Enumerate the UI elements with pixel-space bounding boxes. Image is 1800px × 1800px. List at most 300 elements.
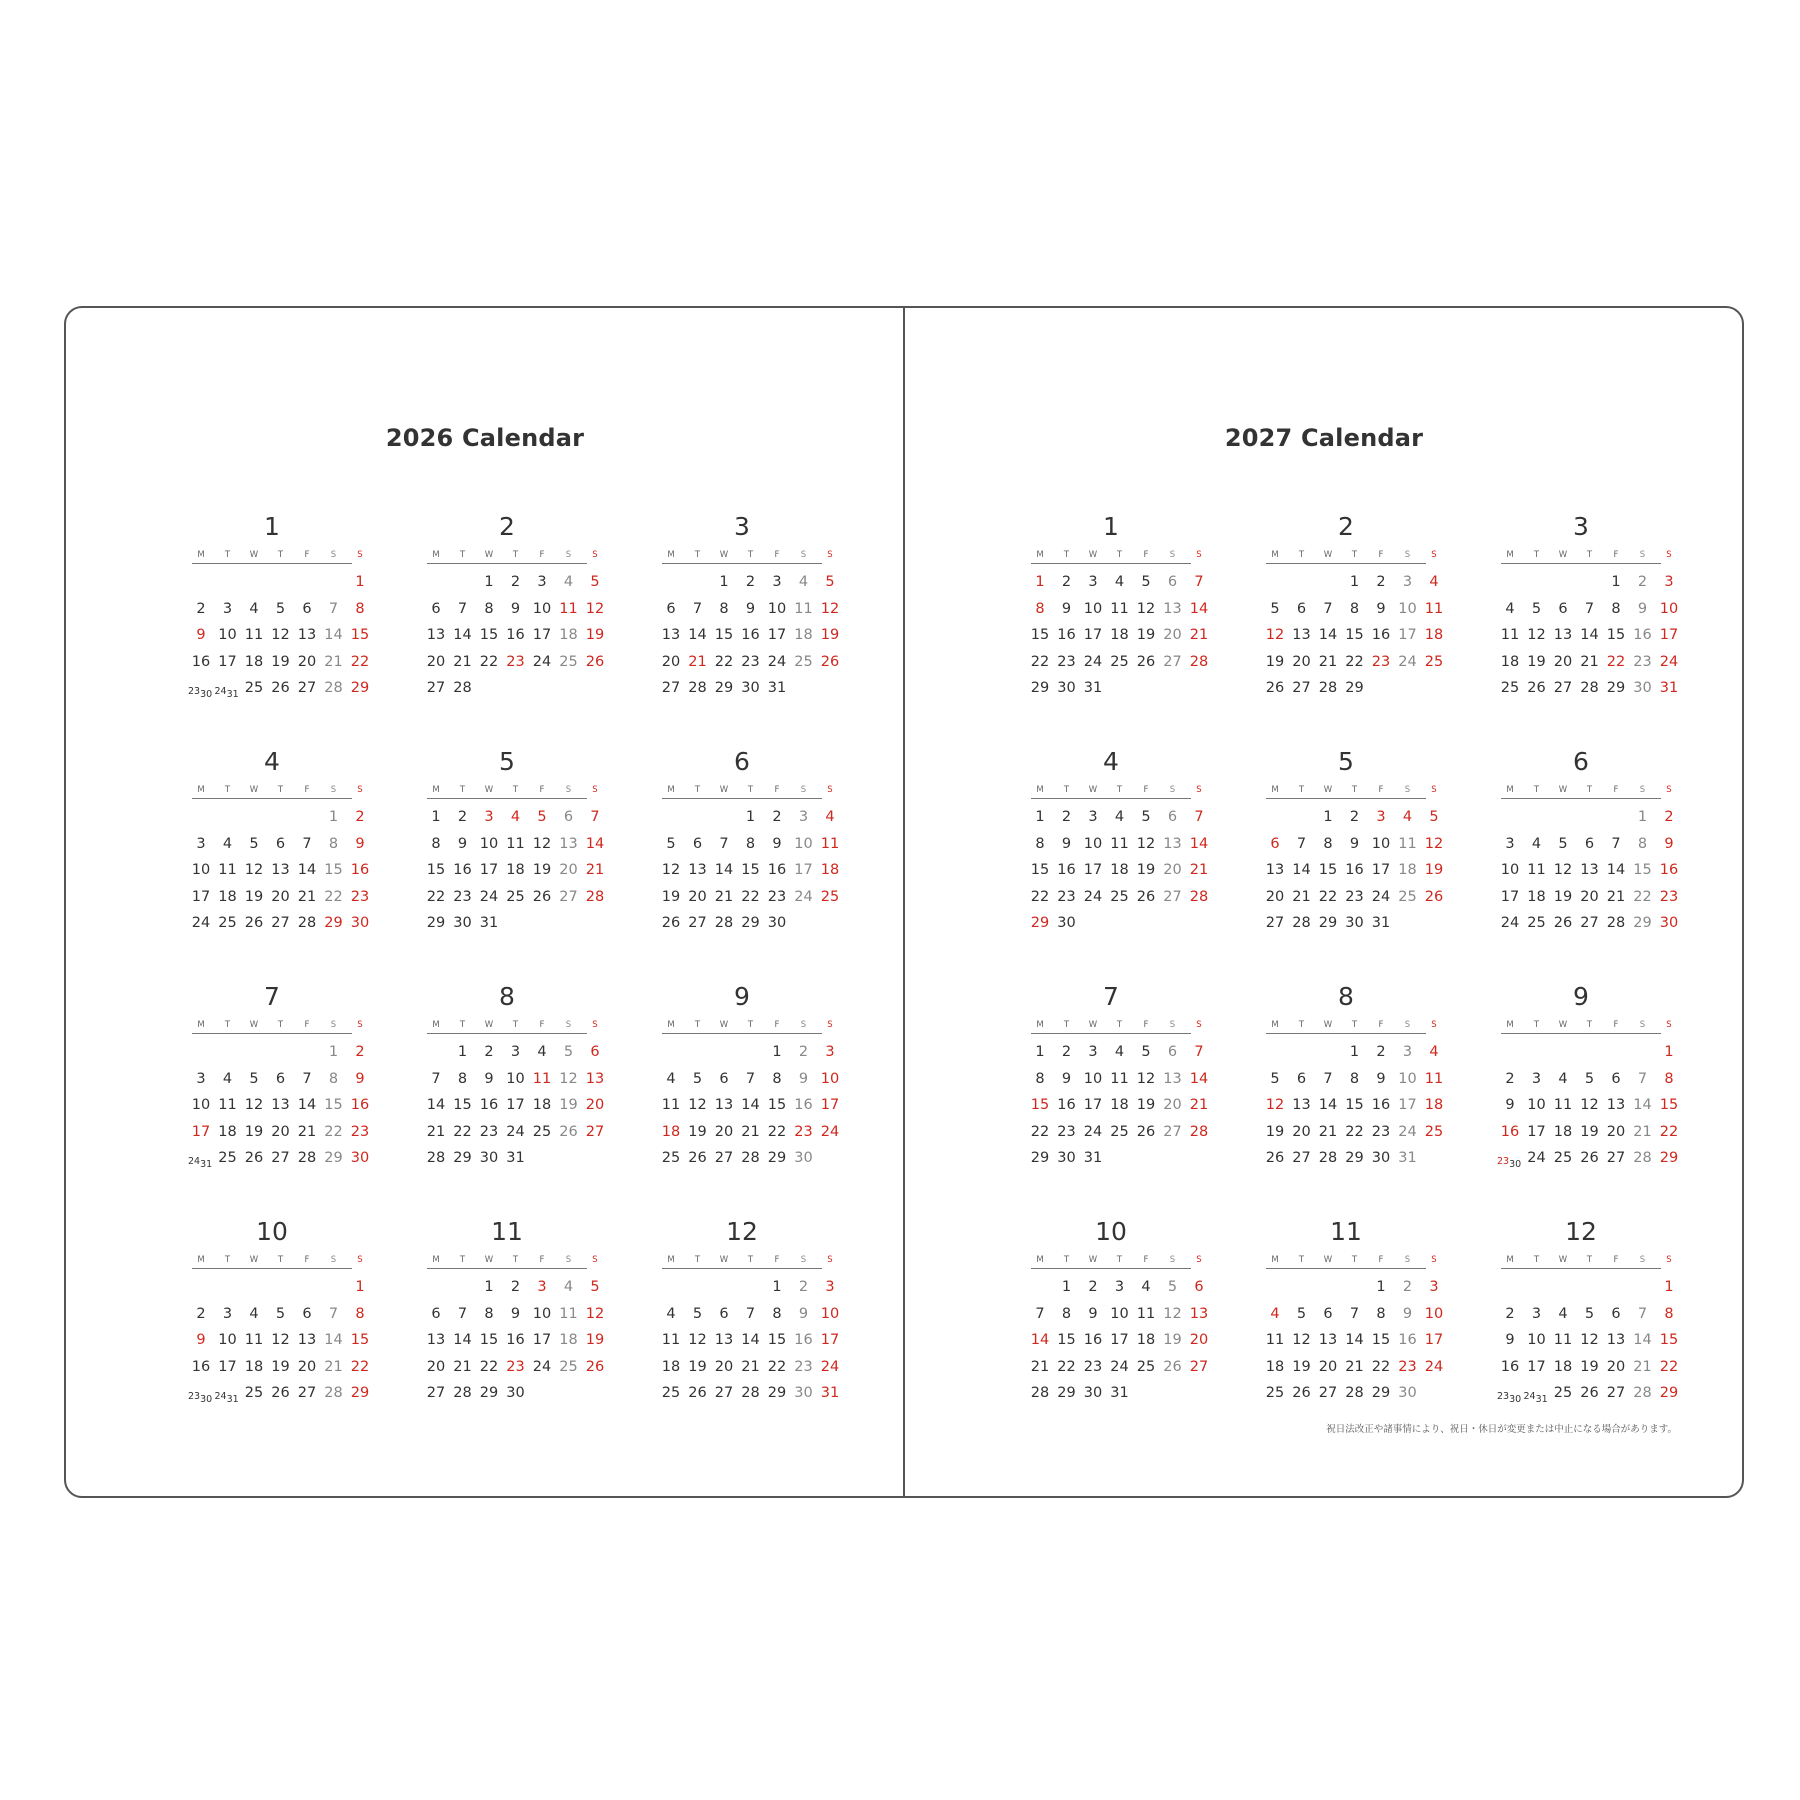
date-cell: 8 xyxy=(1035,1070,1045,1087)
date-cell: 8 xyxy=(328,1070,339,1087)
weekday-label: T xyxy=(694,1255,701,1265)
date-cell: 21 xyxy=(1633,1358,1652,1375)
weekday-label: S xyxy=(1169,1255,1176,1265)
date-cell: 10 xyxy=(1398,1070,1417,1087)
weekday-label: T xyxy=(459,1020,466,1030)
weekday-label: T xyxy=(277,1255,284,1265)
date-cell: 11 xyxy=(1500,627,1520,643)
weekday-header xyxy=(192,1020,363,1031)
date-cell: 26 xyxy=(1136,653,1156,670)
month-number: 2 xyxy=(1338,512,1354,541)
date-cell: 5 xyxy=(1429,809,1439,825)
date-cell: 24 xyxy=(820,1358,840,1375)
date-cell: 15 xyxy=(1030,627,1050,643)
date-cell: 21 xyxy=(1318,1123,1338,1140)
date-cell: 2 xyxy=(510,574,521,590)
header-rule xyxy=(192,798,352,799)
date-cell: 1 xyxy=(457,1044,468,1060)
date-cell: 15 xyxy=(426,862,446,878)
date-cell: 9 xyxy=(1505,1332,1515,1348)
date-cell: 20 xyxy=(1265,888,1285,905)
date-cell: 2 xyxy=(798,1279,809,1295)
date-cell: 27 xyxy=(426,680,446,696)
date-cell: 17 xyxy=(532,627,552,643)
date-cell: 31 xyxy=(1083,1150,1103,1166)
date-cell: 9 xyxy=(798,1070,809,1087)
date-cell: 6 xyxy=(302,1305,312,1322)
date-part: 23 xyxy=(1497,1391,1510,1402)
date-cell: 27 xyxy=(1606,1385,1626,1401)
date-cell: 19 xyxy=(688,1358,707,1375)
weekday-label: T xyxy=(1351,1020,1358,1030)
date-cell: 6 xyxy=(563,809,574,825)
date-cell: 14 xyxy=(1189,1070,1209,1087)
date-cell: 12 xyxy=(1265,1097,1285,1113)
month-number: 7 xyxy=(1103,982,1119,1011)
date-cell: 28 xyxy=(1580,680,1599,696)
date-cell: 18 xyxy=(1424,1097,1444,1113)
date-cell: 22 xyxy=(767,1123,787,1140)
date-cell: 25 xyxy=(244,1385,264,1401)
date-cell: 1 xyxy=(772,1044,782,1060)
weekday-label: W xyxy=(1558,1255,1568,1265)
date-cell: 2 xyxy=(457,809,468,825)
date-cell-combined xyxy=(188,679,214,700)
month-number: 8 xyxy=(499,982,515,1011)
date-cell: 28 xyxy=(426,1150,446,1166)
date-cell: 13 xyxy=(1606,1097,1626,1113)
month-number: 4 xyxy=(1103,747,1119,776)
date-cell: 14 xyxy=(1292,862,1311,878)
date-cell: 15 xyxy=(324,862,343,878)
date-cell: 27 xyxy=(585,1123,605,1140)
date-cell: 24 xyxy=(1083,1123,1103,1140)
date-cell: 7 xyxy=(745,1070,756,1087)
header-rule xyxy=(1501,798,1661,799)
weekday-label: W xyxy=(719,785,729,795)
weekday-label: S xyxy=(357,785,363,795)
date-cell: 20 xyxy=(559,862,578,878)
date-cell: 14 xyxy=(741,1332,760,1348)
date-cell: 9 xyxy=(1061,835,1072,852)
date-cell: 16 xyxy=(794,1332,813,1348)
date-cell: 22 xyxy=(767,1358,787,1375)
date-cell: 16 xyxy=(1371,627,1391,643)
date-cell: 4 xyxy=(1114,574,1125,590)
date-cell: 4 xyxy=(1114,809,1125,825)
date-cell: 13 xyxy=(297,627,317,643)
weekday-header xyxy=(1266,1020,1437,1031)
date-cell: 15 xyxy=(324,1097,343,1113)
month-number: 12 xyxy=(1565,1217,1597,1246)
date-cell: 10 xyxy=(1371,835,1391,852)
date-part: 24 xyxy=(214,686,227,697)
date-cell: 4 xyxy=(1141,1279,1151,1295)
date-cell: 31 xyxy=(506,1150,525,1166)
date-cell: 24 xyxy=(1398,1123,1417,1140)
weekday-label: S xyxy=(800,1020,807,1030)
weekday-label: S xyxy=(357,1020,363,1030)
date-cell: 23 xyxy=(1371,1123,1391,1140)
weekday-label: W xyxy=(1088,1255,1098,1265)
date-part: 24 xyxy=(188,1156,201,1167)
date-cell: 2 xyxy=(745,574,756,590)
date-cell: 14 xyxy=(324,1332,343,1348)
date-cell: 7 xyxy=(431,1070,441,1087)
date-cell: 4 xyxy=(222,1070,233,1087)
weekday-label: M xyxy=(197,550,205,560)
date-cell: 22 xyxy=(350,653,370,670)
date-cell: 18 xyxy=(532,1097,552,1113)
date-cell: 2 xyxy=(798,1044,809,1060)
date-cell: 26 xyxy=(244,915,264,931)
weekday-label: F xyxy=(1143,785,1149,795)
date-cell: 6 xyxy=(719,1070,729,1087)
date-cell: 24 xyxy=(1659,653,1679,670)
date-cell: 8 xyxy=(1035,600,1045,617)
date-cell: 7 xyxy=(1323,600,1333,617)
date-cell: 21 xyxy=(453,1358,472,1375)
date-cell: 1 xyxy=(745,809,756,825)
date-cell: 17 xyxy=(1110,1332,1129,1348)
date-cell: 5 xyxy=(1558,835,1568,852)
weekday-header xyxy=(662,1020,833,1031)
weekday-label: W xyxy=(249,785,259,795)
date-cell: 12 xyxy=(271,1332,290,1348)
weekday-label: W xyxy=(1088,1020,1098,1030)
weekday-label: S xyxy=(330,550,337,560)
date-cell: 21 xyxy=(297,1123,317,1140)
date-cell: 2 xyxy=(484,1044,494,1060)
date-cell: 6 xyxy=(1167,574,1178,590)
date-cell: 12 xyxy=(585,600,605,617)
weekday-label: T xyxy=(512,1255,519,1265)
date-cell: 26 xyxy=(1424,888,1444,905)
date-cell: 4 xyxy=(1114,1044,1125,1060)
weekday-label: M xyxy=(1506,550,1514,560)
date-cell: 25 xyxy=(1553,1385,1573,1401)
date-cell: 10 xyxy=(532,1305,552,1322)
date-cell: 27 xyxy=(1265,915,1285,931)
month-block xyxy=(426,747,605,967)
month-number: 5 xyxy=(499,747,515,776)
weekday-header xyxy=(427,785,598,796)
weekday-label: T xyxy=(459,785,466,795)
month-block xyxy=(1500,747,1679,967)
date-cell: 21 xyxy=(1318,653,1338,670)
date-cell: 7 xyxy=(328,600,339,617)
date-cell: 31 xyxy=(1083,680,1103,696)
date-cell: 28 xyxy=(741,1385,760,1401)
weekday-label: W xyxy=(719,550,729,560)
weekday-label: W xyxy=(1558,785,1568,795)
date-cell: 14 xyxy=(714,862,734,878)
date-cell: 18 xyxy=(820,862,840,878)
weekday-header xyxy=(662,1255,833,1266)
weekday-label: F xyxy=(1378,785,1384,795)
header-rule xyxy=(1031,1268,1191,1269)
date-cell: 29 xyxy=(1030,1150,1050,1166)
date-cell: 24 xyxy=(794,888,813,905)
weekday-label: T xyxy=(224,550,231,560)
date-cell: 18 xyxy=(794,627,813,643)
date-cell: 25 xyxy=(1527,915,1546,931)
date-cell: 9 xyxy=(1505,1097,1515,1113)
weekday-header xyxy=(427,550,598,561)
date-cell: 10 xyxy=(191,1097,211,1113)
weekday-label: S xyxy=(827,550,833,560)
date-cell: 6 xyxy=(302,600,312,617)
date-cell: 6 xyxy=(1558,600,1568,617)
date-cell: 31 xyxy=(1371,915,1391,931)
weekday-label: W xyxy=(484,1255,494,1265)
date-cell: 22 xyxy=(1057,1358,1076,1375)
date-cell: 25 xyxy=(532,1123,552,1140)
month-block xyxy=(661,747,840,967)
date-cell: 11 xyxy=(820,835,840,852)
date-cell: 10 xyxy=(1527,1332,1546,1348)
date-cell: 23 xyxy=(1057,888,1076,905)
calendar-title: 2027 Calendar xyxy=(1224,424,1424,452)
date-cell: 14 xyxy=(1633,1332,1652,1348)
weekday-header xyxy=(1266,785,1437,796)
date-cell: 24 xyxy=(506,1123,525,1140)
date-cell: 12 xyxy=(559,1070,578,1087)
date-cell: 11 xyxy=(661,1332,681,1348)
weekday-label: T xyxy=(1533,785,1540,795)
month-number: 1 xyxy=(1103,512,1119,541)
month-block xyxy=(1030,747,1209,967)
date-cell: 9 xyxy=(772,835,782,852)
date-cell: 6 xyxy=(1167,1044,1178,1060)
month-block xyxy=(1500,512,1679,732)
date-cell: 16 xyxy=(453,862,472,878)
date-cell: 15 xyxy=(1606,627,1626,643)
date-cell: 16 xyxy=(191,653,211,670)
date-cell: 27 xyxy=(688,915,707,931)
date-cell: 28 xyxy=(1189,653,1209,670)
date-cell: 5 xyxy=(1141,1044,1151,1060)
date-cell: 27 xyxy=(714,1385,734,1401)
header-rule xyxy=(192,1268,352,1269)
date-cell: 20 xyxy=(1606,1358,1626,1375)
date-cell: 28 xyxy=(297,1150,317,1166)
date-cell: 11 xyxy=(506,835,525,852)
date-cell: 8 xyxy=(1349,600,1360,617)
header-rule xyxy=(1501,1268,1661,1269)
date-cell: 5 xyxy=(590,574,600,590)
date-cell: 25 xyxy=(506,888,525,905)
date-cell: 17 xyxy=(506,1097,525,1113)
date-cell: 15 xyxy=(1345,1097,1364,1113)
date-cell: 30 xyxy=(350,1150,370,1166)
date-cell: 17 xyxy=(1398,1097,1417,1113)
date-cell: 2 xyxy=(1376,1044,1386,1060)
date-cell: 3 xyxy=(1376,809,1386,825)
date-cell: 13 xyxy=(714,1332,734,1348)
weekday-label: T xyxy=(694,785,701,795)
date-cell-combined xyxy=(1523,1384,1550,1405)
date-cell: 28 xyxy=(324,680,343,696)
date-cell: 10 xyxy=(1083,600,1103,617)
date-cell: 9 xyxy=(355,835,365,852)
date-cell: 25 xyxy=(218,915,237,931)
date-cell: 4 xyxy=(1270,1305,1280,1322)
weekday-label: F xyxy=(1143,1255,1149,1265)
date-cell: 9 xyxy=(457,835,468,852)
date-cell: 10 xyxy=(820,1305,840,1322)
date-cell: 18 xyxy=(1424,627,1444,643)
date-cell: 19 xyxy=(688,1123,707,1140)
weekday-label: S xyxy=(800,785,807,795)
date-cell: 1 xyxy=(355,1279,365,1295)
date-cell: 7 xyxy=(719,835,729,852)
date-cell: 8 xyxy=(328,835,339,852)
date-cell: 17 xyxy=(479,862,499,878)
date-cell: 14 xyxy=(324,627,343,643)
date-cell: 18 xyxy=(1265,1358,1285,1375)
month-number: 6 xyxy=(1573,747,1589,776)
weekday-label: T xyxy=(1116,550,1123,560)
header-rule xyxy=(1031,563,1191,564)
date-cell: 28 xyxy=(1030,1385,1050,1401)
date-cell: 6 xyxy=(1611,1070,1621,1087)
date-cell: 1 xyxy=(1664,1044,1674,1060)
date-cell: 26 xyxy=(559,1123,578,1140)
weekday-label: T xyxy=(1063,1020,1070,1030)
date-cell: 10 xyxy=(1500,862,1520,878)
date-cell: 27 xyxy=(559,888,578,905)
header-rule xyxy=(427,1268,587,1269)
date-cell: 22 xyxy=(1318,888,1338,905)
weekday-label: M xyxy=(1506,1020,1514,1030)
weekday-label: F xyxy=(774,785,780,795)
date-cell: 25 xyxy=(1500,680,1520,696)
date-cell: 21 xyxy=(741,1123,760,1140)
date-cell: 16 xyxy=(741,627,760,643)
date-cell: 28 xyxy=(585,888,605,905)
date-cell: 19 xyxy=(1136,1097,1156,1113)
weekday-label: T xyxy=(1116,785,1123,795)
weekday-label: M xyxy=(1036,785,1044,795)
date-cell: 10 xyxy=(1083,835,1103,852)
date-cell: 30 xyxy=(1659,915,1679,931)
date-cell: 13 xyxy=(271,1097,290,1113)
date-cell: 24 xyxy=(1424,1358,1444,1375)
weekday-label: T xyxy=(1116,1020,1123,1030)
weekday-label: T xyxy=(1351,785,1358,795)
date-cell: 19 xyxy=(1265,1123,1285,1140)
date-cell: 15 xyxy=(1030,1097,1050,1113)
date-cell: 1 xyxy=(1035,574,1045,590)
date-cell: 12 xyxy=(1580,1332,1599,1348)
date-cell: 18 xyxy=(559,1332,578,1348)
date-cell: 21 xyxy=(1345,1358,1364,1375)
weekday-label: S xyxy=(1666,1020,1672,1030)
date-cell: 6 xyxy=(275,1070,286,1087)
date-cell: 9 xyxy=(1088,1305,1098,1322)
weekday-label: S xyxy=(827,1020,833,1030)
date-cell: 18 xyxy=(244,1358,264,1375)
weekday-label: W xyxy=(719,1020,729,1030)
date-cell: 17 xyxy=(218,653,237,670)
date-cell: 1 xyxy=(1061,1279,1072,1295)
month-block xyxy=(661,512,840,732)
date-cell: 23 xyxy=(794,1358,813,1375)
weekday-label: S xyxy=(1196,1255,1202,1265)
date-cell: 12 xyxy=(1527,627,1546,643)
date-cell-combined xyxy=(214,679,241,700)
date-cell: 5 xyxy=(666,835,676,852)
date-cell: 3 xyxy=(825,1044,835,1060)
date-cell: 19 xyxy=(1292,1358,1311,1375)
date-part: 30 xyxy=(200,1394,213,1405)
date-cell: 4 xyxy=(666,1070,676,1087)
date-cell: 16 xyxy=(479,1097,499,1113)
date-cell: 30 xyxy=(1633,680,1652,696)
month-grid xyxy=(1030,512,1679,1405)
weekday-label: T xyxy=(512,785,519,795)
header-rule xyxy=(662,798,822,799)
date-cell: 13 xyxy=(271,862,290,878)
date-cell: 2 xyxy=(510,1279,521,1295)
date-cell: 18 xyxy=(559,627,578,643)
date-cell: 5 xyxy=(692,1305,703,1322)
date-cell: 12 xyxy=(688,1332,707,1348)
date-cell: 18 xyxy=(1398,862,1417,878)
date-cell: 29 xyxy=(1371,1385,1391,1401)
date-cell: 3 xyxy=(825,1279,835,1295)
date-part: 24 xyxy=(1523,1391,1536,1402)
date-cell: 7 xyxy=(1323,1070,1333,1087)
date-cell: 14 xyxy=(1580,627,1599,643)
date-cell: 6 xyxy=(275,835,286,852)
date-cell: 22 xyxy=(714,653,734,670)
weekday-label: M xyxy=(1036,1020,1044,1030)
weekday-label: S xyxy=(592,1020,598,1030)
date-cell: 12 xyxy=(532,835,552,852)
date-cell: 21 xyxy=(741,1358,760,1375)
weekday-label: T xyxy=(1298,1255,1305,1265)
date-cell: 5 xyxy=(537,809,547,825)
date-cell: 11 xyxy=(532,1070,552,1087)
date-cell: 21 xyxy=(1580,653,1599,670)
date-cell: 25 xyxy=(1553,1150,1573,1166)
date-cell: 19 xyxy=(559,1097,578,1113)
date-cell: 3 xyxy=(537,1279,547,1295)
weekday-label: T xyxy=(747,1020,754,1030)
date-cell: 9 xyxy=(798,1305,809,1322)
weekday-label: S xyxy=(1404,550,1411,560)
date-cell: 27 xyxy=(1580,915,1599,931)
date-cell: 2 xyxy=(1376,574,1386,590)
date-cell: 27 xyxy=(1189,1358,1209,1375)
date-cell: 20 xyxy=(1292,653,1311,670)
month-grid xyxy=(188,512,840,1405)
date-cell: 22 xyxy=(1345,653,1364,670)
date-cell: 23 xyxy=(350,1123,370,1140)
date-cell: 15 xyxy=(714,627,734,643)
month-block xyxy=(191,747,370,967)
date-cell: 1 xyxy=(1349,1044,1360,1060)
month-number: 8 xyxy=(1338,982,1354,1011)
month-block xyxy=(1030,982,1209,1202)
month-number: 10 xyxy=(256,1217,288,1246)
date-cell: 29 xyxy=(1345,680,1364,696)
date-cell: 11 xyxy=(1553,1332,1573,1348)
date-cell: 1 xyxy=(1637,809,1648,825)
month-block xyxy=(1265,747,1444,967)
